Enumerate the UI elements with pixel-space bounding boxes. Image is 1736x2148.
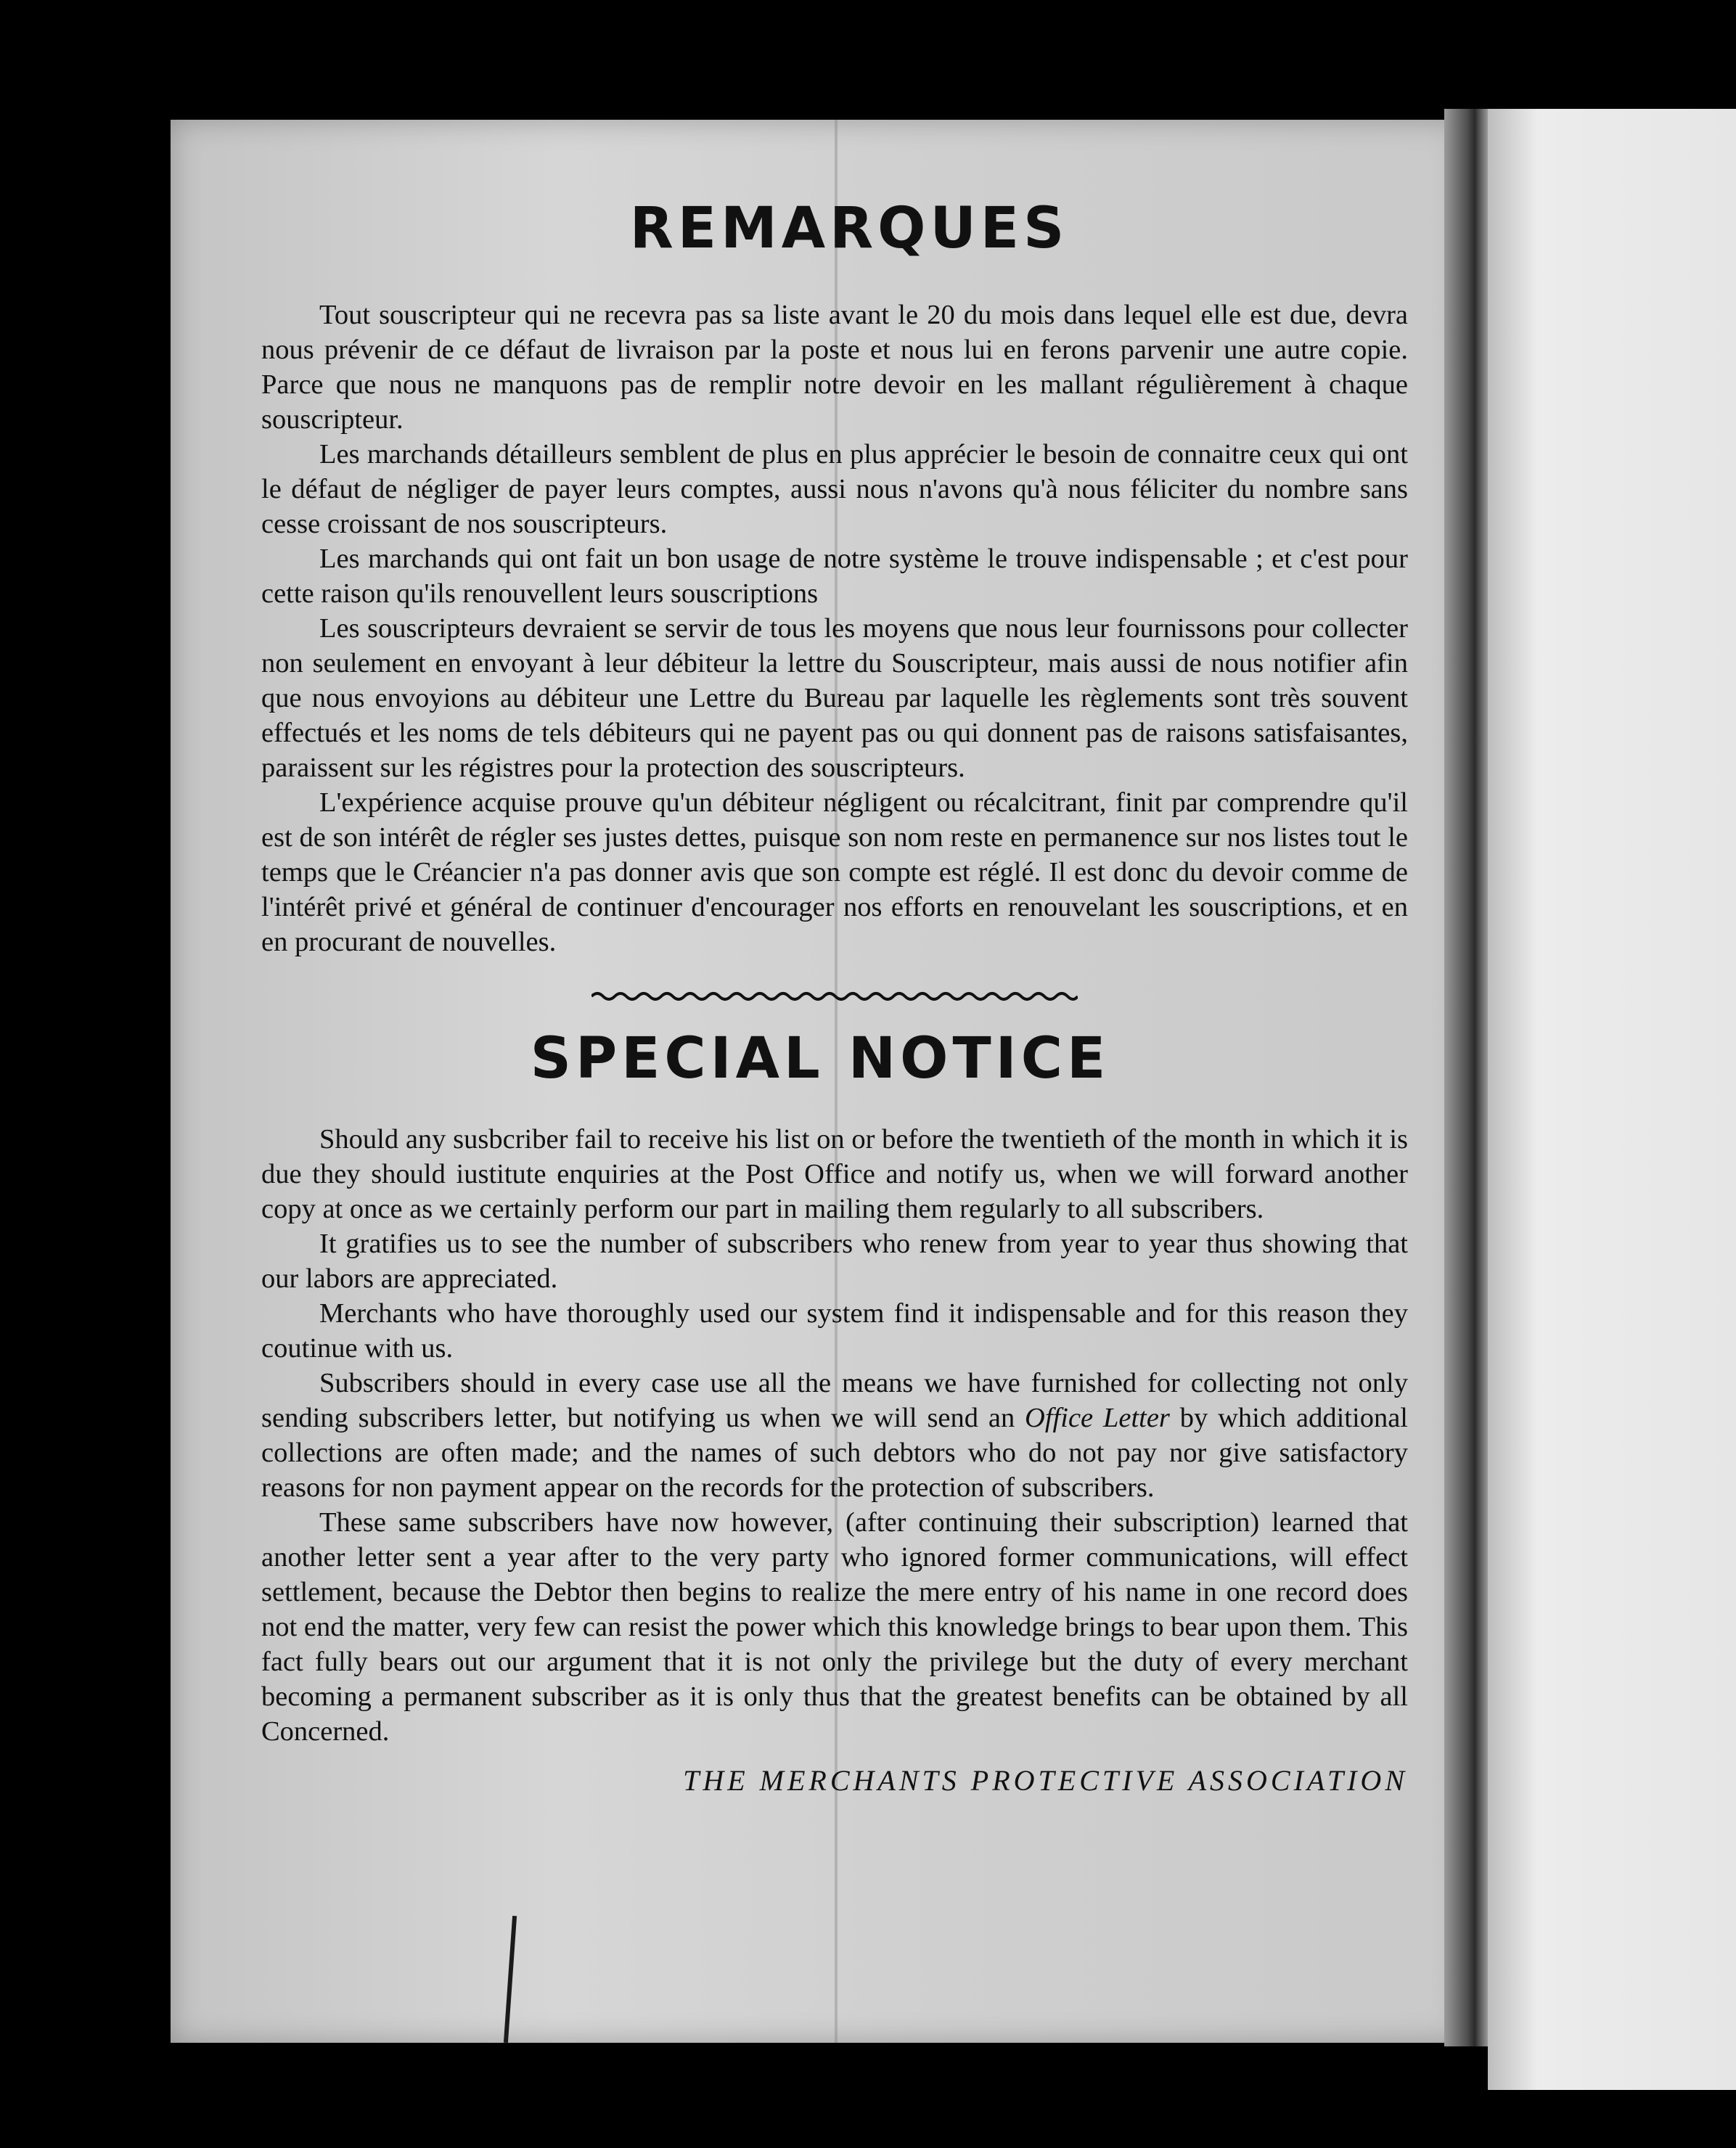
remarques-paragraph-5: L'expérience acquise prouve qu'un débiteur négligent ou récalcitrant, finit par comprendre qu'il est de son intérêt de régler ses justes dettes, puisque son nom reste en permanence sur nos listes tout le temps que le Créancier n'a pas donner avis que son compte est réglé. Il est donc du devoir comme de l'intérêt privé et général de continuer d'encourager nos efforts en renouvelant les souscriptions, et en en procurant de nouvelles. xyxy=(261,787,1408,957)
document-content xyxy=(261,196,1408,1797)
remarques-paragraph-2: Les marchands détailleurs semblent de plus en plus apprécier le besoin de connaitre ceux qui ont le défaut de négliger de payer leurs comptes, aussi nous n'avons qu'à nous féliciter du nombre sans cesse croissant de nos souscripteurs. xyxy=(261,439,1408,539)
remarques-paragraph-3: Les marchands qui ont fait un bon usage de notre système le trouve indispensable ; et c'est pour cette raison qu'ils renouvellent leurs souscriptions xyxy=(261,544,1408,609)
special-notice-section xyxy=(261,1122,1408,1797)
association-signature: THE MERCHANTS PROTECTIVE ASSOCIATION xyxy=(683,1764,1408,1797)
right-page xyxy=(1488,109,1736,2090)
notice-paragraph-1: Should any susbcriber fail to receive his list on or before the twentieth of the month in which it is due they should iustitute enquiries at the Post Office and notify us, when we will forward another copy at once as we certainly perform our part in mailing them regularly to all subscribers. xyxy=(261,1124,1408,1224)
remarques-paragraph-4: Les souscripteurs devraient se servir de tous les moyens que nous leur fournissons pour collecter non seulement en envoyant à leur débiteur la lettre du Souscripteur, mais aussi de nous notifier afin que nous envoyions au débiteur une Lettre du Bureau par laquelle les règlements sont très souvent effectués et les noms de tels débiteurs qui ne payent pas ou qui donnent pas de raisons satisfaisantes, paraissent sur les régistres pour la protection des souscripteurs. xyxy=(261,613,1408,783)
special-notice-title: SPECIAL NOTICE xyxy=(530,1026,1110,1091)
notice-paragraph-4 xyxy=(261,1366,1408,1505)
wavy-divider xyxy=(591,988,1078,1004)
notice-paragraph-4-start: Subscribers should in every case use all the means we have furnished for collecting not only sending subscribers letter, but notifying us when we will send an xyxy=(261,1368,1408,1433)
notice-paragraph-2: It gratifies us to see the number of subscribers who renew from year to year thus showing that our labors are appreciated. xyxy=(261,1229,1408,1294)
remarques-paragraph-1: Tout souscripteur qui ne recevra pas sa liste avant le 20 du mois dans lequel elle est due, devra nous prévenir de ce défaut de livraison par la poste et nous lui en ferons parvenir une autre copie. Parce que nous ne manquons pas de remplir notre devoir en les mallant régulièrement à chaque souscripteur. xyxy=(261,300,1408,435)
office-letter-italic: Office Letter xyxy=(1025,1403,1170,1433)
remarques-section xyxy=(261,298,1408,959)
notice-paragraph-4-end: by which additional collections are often made; and the names of such debtors who do not pay nor give satisfactory reasons for non payment appear on the records for the protection of subscribers. xyxy=(261,1403,1408,1503)
remarques-title: REMARQUES xyxy=(629,196,1069,261)
notice-paragraph-3: Merchants who have thoroughly used our system find it indispensable and for this reason they coutinue with us. xyxy=(261,1298,1408,1364)
notice-paragraph-5: These same subscribers have now however, (after continuing their subscription) learned that another letter sent a year after to the very party who ignored former communications, will effect settlement, because the Debtor then begins to realize the mere entry of his name in one record does not end the matter, very few can resist the power which this knowledge brings to bear upon them. This fact fully bears out our argument that it is not only the privilege but the duty of every merchant becoming a permanent subscriber as it is only thus that the greatest benefits can be obtained by all Concerned. xyxy=(261,1507,1408,1747)
